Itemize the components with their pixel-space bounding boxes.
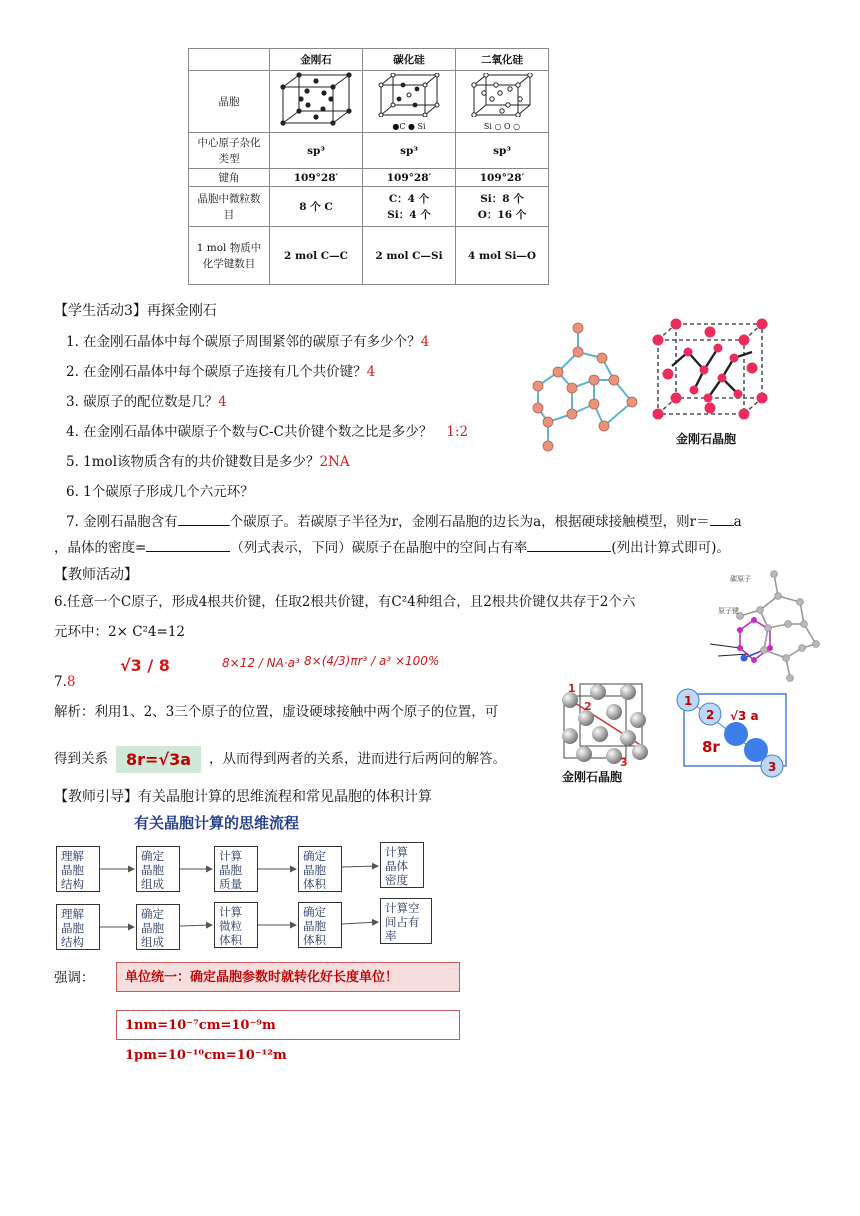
diag-number: 2 (706, 708, 715, 722)
teacher-line7 (54, 674, 75, 690)
question-text: 1. 在金刚石晶体中每个碳原子周围紧邻的碳原子有多少个？ (66, 334, 421, 350)
sio2-cell-image (456, 71, 549, 133)
diag-number: 3 (768, 760, 777, 774)
table-header-empty (189, 49, 270, 71)
table-cell: 109°28′ (363, 169, 456, 187)
table-cell: Si：8 个 O：16 个 (456, 187, 549, 227)
table-cell: sp³ (270, 133, 363, 169)
flow-step: 计算晶胞质量 (214, 846, 258, 892)
cell-number: 1 (568, 682, 576, 695)
blank-density (146, 539, 230, 552)
diag-number: 1 (684, 694, 693, 708)
q7-text: 个碳原子。若碳原子半径为r，金刚石晶胞的边长为a，根据硬球接触模型，则r＝ (229, 514, 710, 530)
question-6 (66, 480, 254, 500)
flow-step: 理解晶胞结构 (56, 846, 100, 892)
table-cell: 109°28′ (270, 169, 363, 187)
table-cell: 2 mol C—C (270, 227, 363, 285)
flow-step: 计算晶体密度 (380, 842, 424, 888)
diamond-sphere-cell-image (558, 680, 654, 768)
handwritten-fill-ratio: 8×(4/3)πr³ / a³ ×100% (304, 654, 440, 668)
sio2-legend: Si ○ O ○ (483, 121, 521, 131)
table-cell: 109°28′ (456, 169, 549, 187)
question-text: 2. 在金刚石晶体中每个碳原子连接有几个共价键？ (66, 364, 367, 380)
activity3-title: 【学生活动3】再探金刚石 (54, 303, 217, 319)
flow-step: 确定晶胞组成 (136, 904, 180, 950)
question-4 (66, 420, 468, 440)
table-cell: 2 mol C—Si (363, 227, 456, 285)
flow-step: 确定晶胞体积 (298, 846, 342, 892)
handwritten-density: 8×12 / NA·a³ (222, 656, 300, 670)
diag-sqrt3a: √3 a (730, 709, 759, 723)
sic-cell-image (363, 71, 456, 133)
table-cell: sp³ (363, 133, 456, 169)
emphasis-label: 强调： (54, 970, 95, 986)
answer: 2NA (319, 454, 350, 470)
sic-legend: ●C ● Si (392, 121, 426, 131)
analysis-line2 (54, 746, 506, 773)
table-header: 金刚石 (270, 49, 363, 71)
table-cell: 4 mol Si—O (456, 227, 549, 285)
answer: 4 (366, 364, 376, 380)
q7-text: (列出计算式即可)。 (611, 540, 730, 556)
answer: 1:2 (446, 424, 469, 440)
guide-title: 【教师引导】有关晶胞计算的思维流程和常见晶胞的体积计算 (54, 789, 432, 805)
table-header: 碳化硅 (363, 49, 456, 71)
question-text: 5. 1mol该物质含有的共价键数目是多少？ (66, 454, 320, 470)
question-text: 6. 1个碳原子形成几个六元环？ (66, 484, 254, 500)
relation-box: 8r=√3a (116, 746, 201, 773)
emphasis-box: 单位统一：确定晶胞参数时就转化好长度单位！ (116, 962, 460, 992)
flow-step: 计算空间占有率 (380, 898, 432, 944)
cell-number: 3 (620, 756, 628, 768)
question-1 (66, 330, 429, 350)
question-text: 4. 在金刚石晶体中碳原子个数与C-C共价键个数之比是多少？ (66, 424, 433, 440)
teacher-line6b: 元环中：2× C²4=12 (54, 624, 186, 640)
diamond-ball-stick-image (528, 318, 646, 458)
answer: 8 (66, 674, 76, 690)
analysis-line: 解析：利用1、2、3三个原子的位置，虚设硬球接触中两个原子的位置，可 (54, 704, 499, 720)
hard-sphere-diagram (674, 684, 794, 780)
question-3 (66, 390, 227, 410)
row-label: 晶胞 (189, 71, 270, 133)
row-label: 晶胞中微粒数目 (189, 187, 270, 227)
flow-step: 理解晶胞结构 (56, 904, 100, 950)
question-5 (66, 450, 350, 470)
model-label-atom: 碳原子 (730, 575, 751, 583)
nm-conversion: 1nm=10⁻⁷cm=10⁻⁹m (125, 1018, 276, 1033)
analysis-text: 得到关系 (54, 751, 108, 767)
blank-ratio (710, 513, 734, 526)
blank-fill-ratio (527, 539, 611, 552)
question-7-cont (54, 536, 834, 556)
q7-text: 7. 金刚石晶胞含有 (66, 514, 178, 530)
diamond-cell-image (270, 71, 363, 133)
flow-title: 有关晶胞计算的思维流程 (134, 814, 300, 832)
teacher-line6: 6.任意一个C原子，形成4根共价键，任取2根共价键，有C²4种组合，且2根共价键仅共存于2个六 (54, 594, 636, 610)
q7-text: ，晶体的密度= (54, 540, 147, 556)
flow-step: 确定晶胞体积 (298, 902, 342, 948)
table-cell: sp³ (456, 133, 549, 169)
model-label-bond: 原子键 (718, 607, 739, 615)
teacher-title: 【教师活动】 (54, 567, 138, 583)
cell-number: 2 (584, 700, 592, 713)
row-label: 1 mol 物质中化学键数目 (189, 227, 270, 285)
answer: 4 (420, 334, 430, 350)
line7-label: 7. (54, 674, 67, 690)
q7-text: a (733, 514, 742, 530)
question-text: 3. 碳原子的配位数是几？ (66, 394, 219, 410)
question-7 (66, 510, 826, 530)
diamond-unit-cell-image (648, 318, 772, 422)
row-label: 中心原子杂化类型 (189, 133, 270, 169)
table-header: 二氧化硅 (456, 49, 549, 71)
analysis-text: ，从而得到两者的关系，进而进行后两问的解答。 (209, 751, 507, 767)
q7-text: （列式表示，下同）碳原子在晶胞中的空间占有率 (230, 540, 528, 556)
diag-8r: 8r (702, 738, 720, 756)
flow-step: 确定晶胞组成 (136, 846, 180, 892)
table-cell: C：4 个 Si：4 个 (363, 187, 456, 227)
flow-step: 计算微粒体积 (214, 902, 258, 948)
answer: 4 (218, 394, 227, 410)
pm-conversion: 1pm=10⁻¹⁰cm=10⁻¹²m (125, 1048, 287, 1063)
unit-conversion-box (116, 1010, 460, 1063)
diamond-model-image (704, 566, 828, 684)
row-label: 键角 (189, 169, 270, 187)
crystal-comparison-table (188, 48, 549, 285)
sphere-cell-caption: 金刚石晶胞 (562, 770, 623, 784)
blank-count (178, 513, 230, 526)
diamond-cell-caption: 金刚石晶胞 (676, 432, 737, 446)
question-2 (66, 360, 375, 380)
table-cell: 8 个 C (270, 187, 363, 227)
handwritten-ratio: √3 / 8 (120, 656, 170, 675)
